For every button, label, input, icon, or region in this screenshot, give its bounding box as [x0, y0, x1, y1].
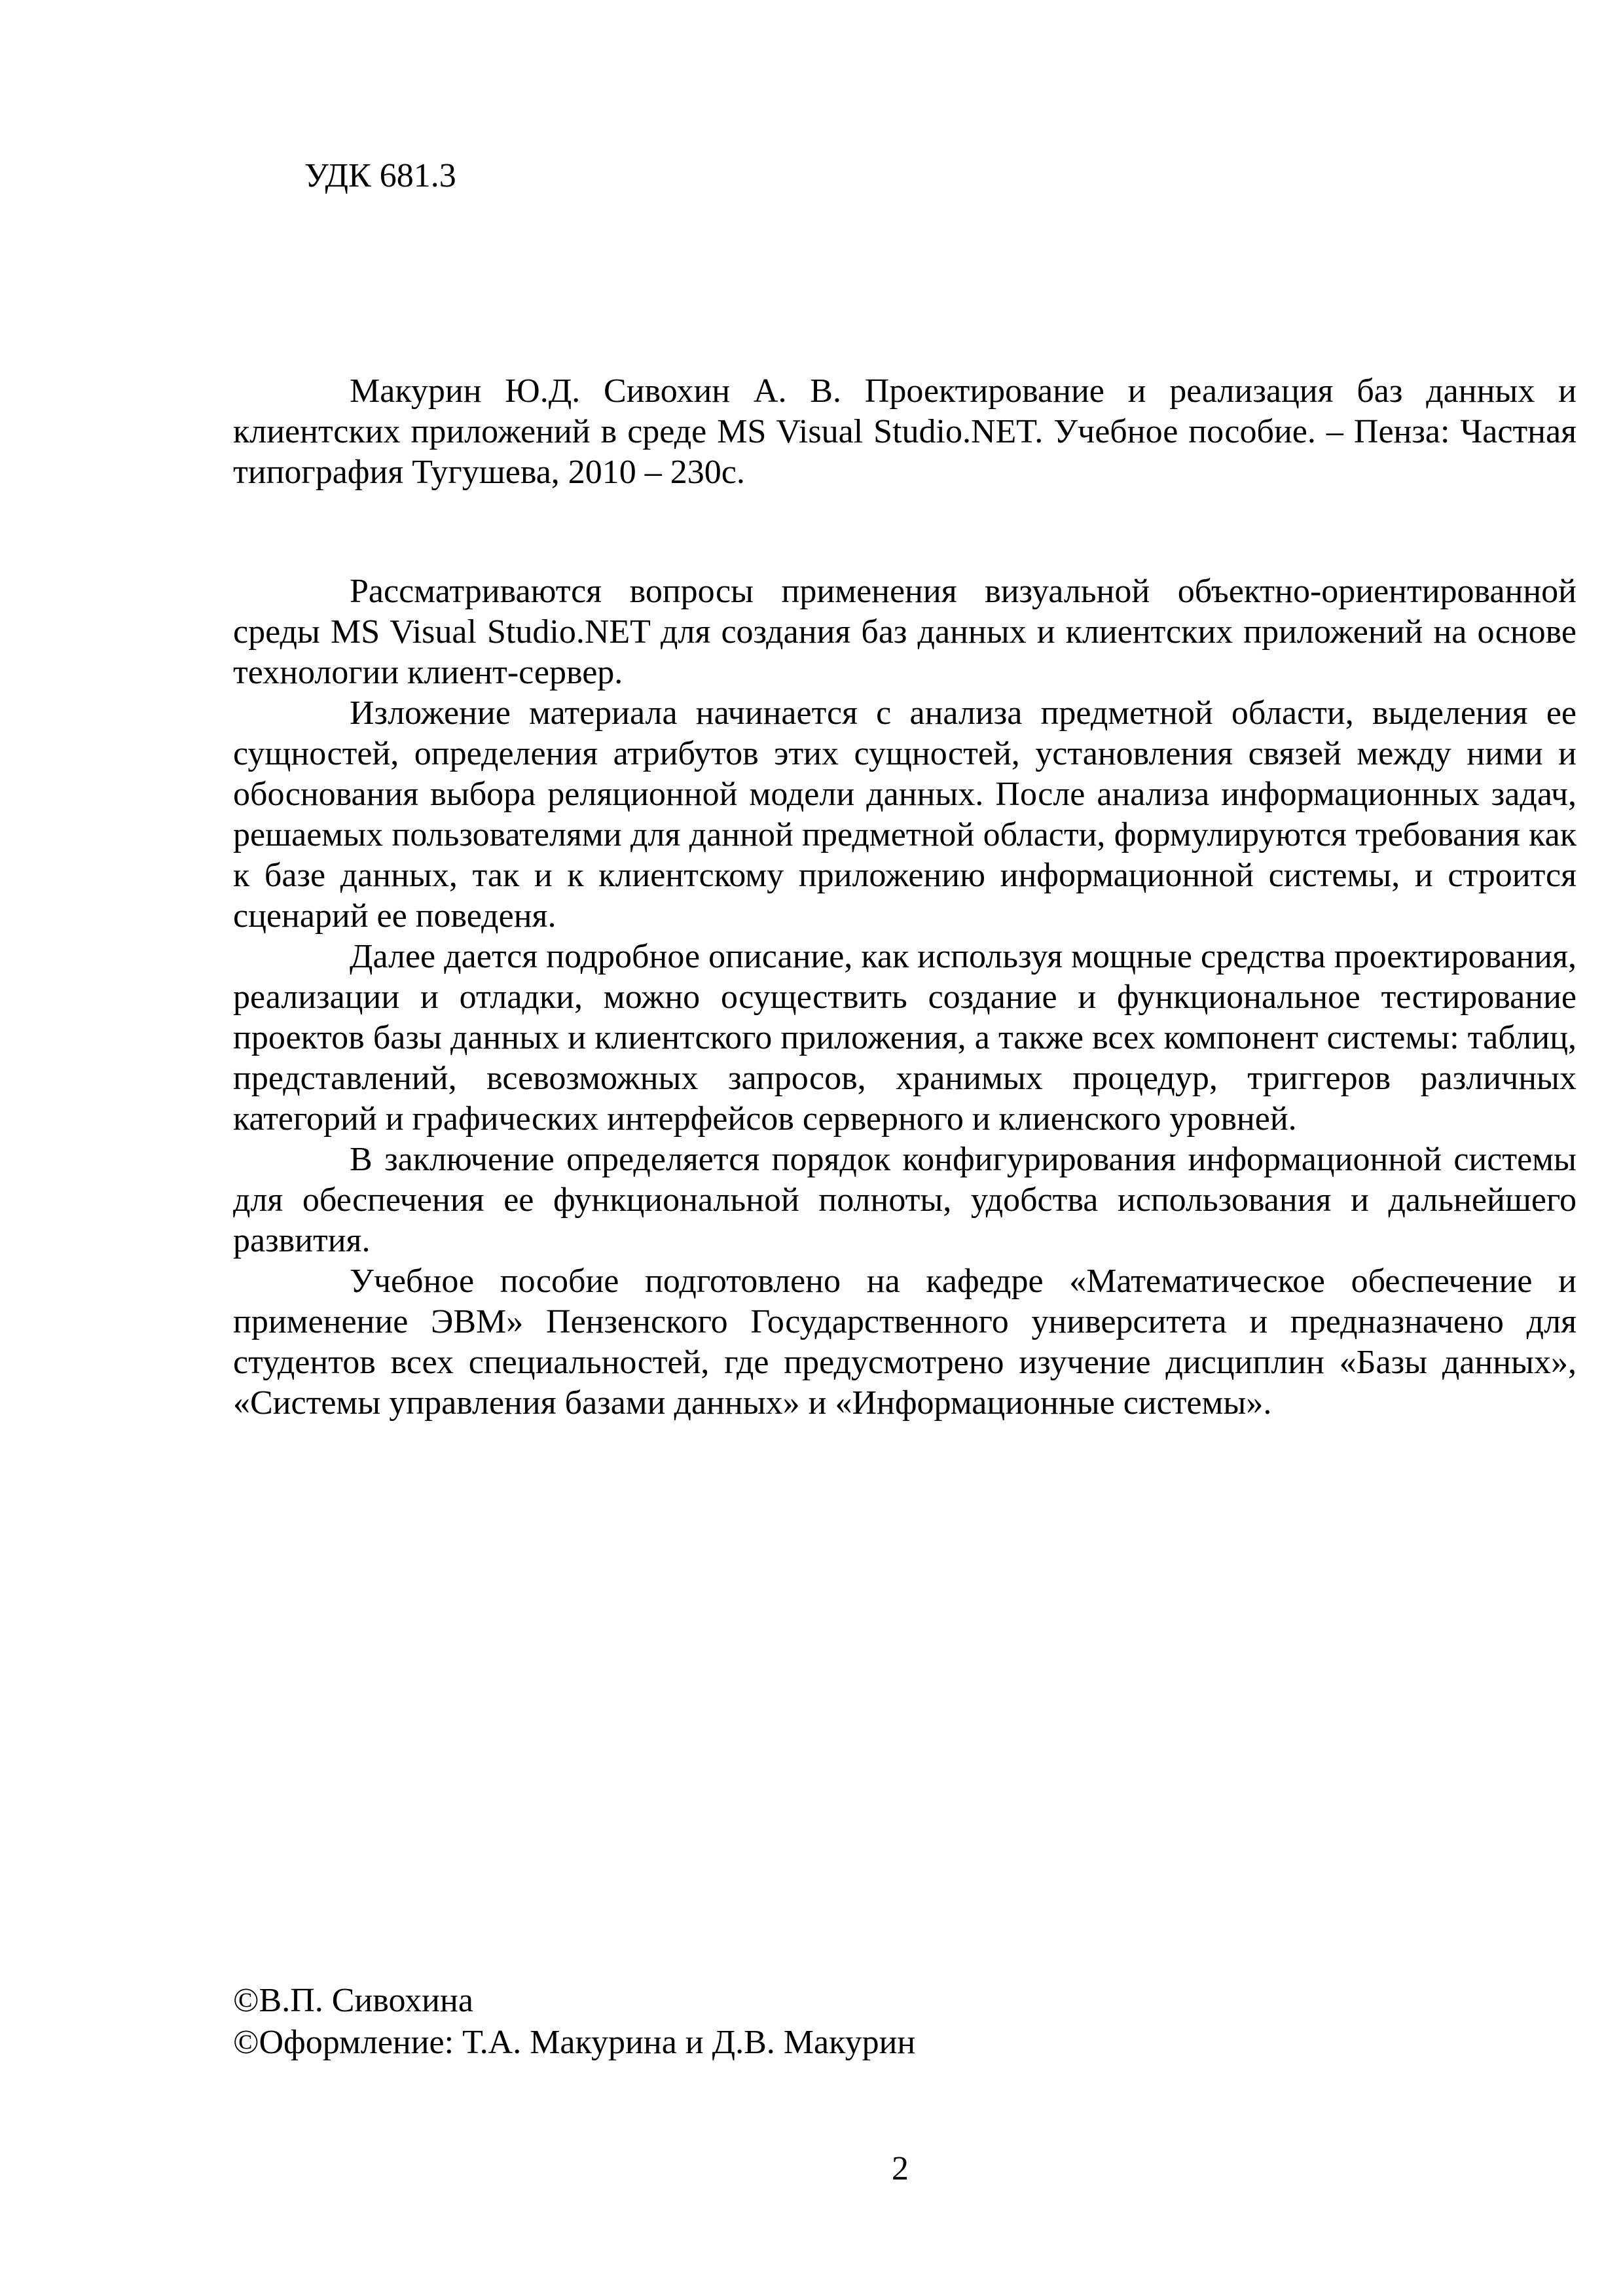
abstract-paragraph-3: Далее дается подробное описание, как используя мощные средства проектирования, реализации и отладки, можно осуществить создание и функциональное тестирование проектов базы данных и клиентского приложения, а также всех компонент системы: таблиц, представлений, всевозможных запросов, хранимых процедур, триггеров различных категорий и графических интерфейсов серверного и клиенского уровней. — [233, 938, 1577, 1138]
abstract-paragraph-1: Рассматриваются вопросы применения визуальной объектно-ориентированной среды MS Visual Studio.NET для создания баз данных и клиентских приложений на основе технологии клиент-сервер. — [233, 573, 1577, 691]
abstract-paragraph-4: В заключение определяется порядок конфигурирования информационной системы для обеспечения ее функциональной полноты, удобства использования и дальнейшего развития. — [233, 1141, 1577, 1259]
abstract-paragraph-5: Учебное пособие подготовлено на кафедре «Математическое обеспечение и применение ЭВМ» Пензенского Государственного университета и предназначено для студентов всех специальностей, где предусмотрено изучение дисциплин «Базы данных», «Системы управления базами данных» и «Информационные системы». — [233, 1263, 1577, 1422]
udk-code: УДК 681.3 — [304, 157, 456, 194]
abstract-paragraph-2: Изложение материала начинается с анализа предметной области, выделения ее сущностей, определения атрибутов этих сущностей, установления связей между ними и обоснования выбора реляционной модели данных. После анализа информационных задач, решаемых пользователями для данной предметной области, формулируются требования как к базе данных, так и к клиентскому приложению информационной системы, и строится сценарий ее поведеня. — [233, 694, 1577, 935]
bibliographic-record: Макурин Ю.Д. Сивохин А. В. Проектирование и реализация баз данных и клиентских приложений в среде MS Visual Studio.NET. Учебное пособие. – Пенза: Частная типография Тугушева, 2010 – 230с. — [233, 372, 1577, 491]
copyright-design: ©Оформление: Т.А. Макурина и Д.В. Макурин — [233, 2024, 916, 2061]
page-number: 2 — [892, 2150, 909, 2187]
copyright-author: ©В.П. Сивохина — [233, 1982, 473, 2019]
abstract — [233, 571, 1577, 1424]
copyright-block — [233, 1980, 915, 2064]
